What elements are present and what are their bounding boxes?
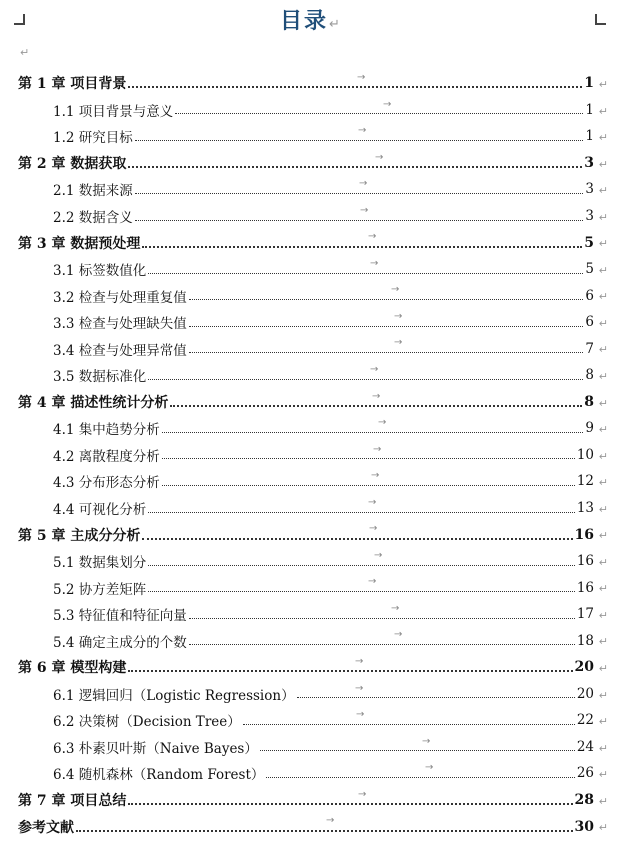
dot-leader: [76, 830, 573, 832]
toc-entry-label: 5.4 确定主成分的个数: [53, 634, 187, 651]
toc-section-entry[interactable]: [0, 282, 620, 309]
toc-entry-label: 4.1 集中趋势分析: [53, 422, 160, 439]
toc-chapter-entry[interactable]: [0, 150, 620, 177]
toc-section-entry[interactable]: [0, 468, 620, 495]
toc-entry-page-number: 22: [576, 712, 594, 729]
dot-leader: [128, 166, 582, 168]
toc-chapter-entry[interactable]: [0, 813, 620, 840]
toc-section-entry[interactable]: [0, 760, 620, 787]
dot-leader: [170, 405, 582, 407]
dot-leader: [175, 113, 583, 114]
toc-entry-page-number: 1: [585, 101, 594, 118]
toc-entry-label: 第 2 章 数据获取: [18, 155, 127, 172]
tab-mark-icon: →: [422, 735, 431, 747]
tab-mark-icon: →: [368, 496, 377, 508]
dot-leader: [135, 193, 584, 194]
empty-paragraph: [20, 41, 29, 60]
tab-mark-icon: →: [378, 417, 387, 429]
toc-entry-label: 6.4 随机森林（Random Forest）: [53, 767, 265, 784]
toc-section-entry[interactable]: [0, 97, 620, 124]
toc-section-entry[interactable]: [0, 495, 620, 522]
tab-mark-icon: →: [368, 231, 377, 243]
tab-mark-icon: →: [391, 602, 400, 614]
toc-entry-label: 第 5 章 主成分分析: [18, 527, 141, 544]
toc-entry-page-number: 5: [585, 261, 594, 278]
paragraph-mark-icon: ↵: [598, 794, 608, 808]
toc-entry-label: 1.1 项目背景与意义: [53, 103, 174, 120]
dot-leader: [148, 512, 575, 513]
tab-mark-icon: →: [358, 788, 367, 800]
toc-chapter-entry[interactable]: [0, 787, 620, 814]
toc-section-entry[interactable]: [0, 601, 620, 628]
tab-mark-icon: →: [370, 364, 379, 376]
table-of-contents: [0, 70, 620, 840]
dot-leader: [135, 220, 584, 221]
toc-chapter-entry[interactable]: [0, 229, 620, 256]
toc-entry-label: 4.4 可视化分析: [53, 502, 147, 519]
tab-mark-icon: →: [372, 390, 381, 402]
tab-mark-icon: →: [394, 337, 403, 349]
toc-section-entry[interactable]: [0, 627, 620, 654]
toc-entry-page-number: 3: [584, 154, 594, 171]
paragraph-mark-icon: ↵: [598, 662, 608, 676]
toc-section-entry[interactable]: [0, 681, 620, 708]
dot-leader: [128, 86, 582, 88]
tab-mark-icon: →: [425, 762, 434, 774]
paragraph-mark-icon: ↵: [598, 688, 608, 702]
toc-chapter-entry[interactable]: [0, 389, 620, 416]
toc-entry-page-number: 13: [576, 500, 594, 517]
paragraph-mark-icon: ↵: [598, 741, 608, 755]
paragraph-mark-icon: ↵: [598, 316, 608, 330]
toc-section-entry[interactable]: [0, 548, 620, 575]
paragraph-mark-icon: ↵: [598, 608, 608, 622]
toc-entry-label: 参考文献: [18, 819, 74, 836]
dot-leader: [162, 458, 575, 459]
toc-entry-label: 1.2 研究目标: [53, 130, 133, 147]
dot-leader: [128, 670, 572, 672]
tab-mark-icon: →: [357, 72, 366, 83]
paragraph-mark-icon: ↵: [598, 476, 608, 490]
dot-leader: [135, 140, 584, 141]
tab-mark-icon: →: [370, 257, 379, 269]
dot-leader: [142, 538, 572, 540]
dot-leader: [189, 618, 575, 619]
paragraph-mark-icon: ↵: [598, 237, 608, 251]
toc-section-entry[interactable]: [0, 176, 620, 203]
paragraph-mark-icon: ↵: [598, 396, 608, 410]
toc-entry-label: 2.1 数据来源: [53, 183, 133, 200]
toc-section-entry[interactable]: [0, 123, 620, 150]
paragraph-mark-icon: ↵: [598, 502, 608, 516]
toc-entry-page-number: 16: [576, 553, 594, 570]
dot-leader: [162, 485, 575, 486]
toc-entry-label: 第 1 章 项目背景: [18, 76, 127, 93]
tab-mark-icon: →: [394, 310, 403, 322]
toc-entry-page-number: 28: [574, 792, 594, 809]
paragraph-mark-icon: ↵: [598, 343, 608, 357]
toc-section-entry[interactable]: [0, 415, 620, 442]
toc-entry-page-number: 1: [585, 128, 594, 145]
paragraph-mark-icon: ↵: [598, 715, 608, 729]
toc-entry-label: 5.1 数据集划分: [53, 555, 147, 572]
toc-entry-page-number: 8: [584, 393, 594, 410]
toc-entry-page-number: 24: [576, 738, 594, 755]
dot-leader: [260, 750, 575, 751]
toc-chapter-entry[interactable]: [0, 521, 620, 548]
tab-mark-icon: →: [368, 576, 377, 588]
toc-entry-page-number: 16: [574, 526, 594, 543]
tab-mark-icon: →: [375, 151, 384, 163]
tab-mark-icon: →: [358, 125, 367, 137]
dot-leader: [243, 724, 575, 725]
tab-mark-icon: →: [326, 815, 335, 827]
tab-mark-icon: →: [356, 709, 365, 721]
dot-leader: [148, 379, 583, 380]
dot-leader: [297, 697, 575, 698]
toc-title: [0, 4, 620, 35]
toc-entry-label: 第 7 章 项目总结: [18, 793, 127, 810]
toc-entry-page-number: 9: [585, 420, 594, 437]
paragraph-mark-icon: ↵: [598, 263, 608, 277]
tab-mark-icon: →: [369, 523, 378, 535]
toc-entry-page-number: 10: [576, 446, 594, 463]
toc-entry-page-number: 7: [585, 340, 594, 357]
dot-leader: [162, 432, 584, 433]
toc-section-entry[interactable]: [0, 203, 620, 230]
paragraph-mark-icon: ↵: [598, 290, 608, 304]
toc-entry-label: 4.2 离散程度分析: [53, 448, 160, 465]
tab-mark-icon: →: [394, 629, 403, 641]
toc-chapter-entry[interactable]: [0, 70, 620, 97]
toc-section-entry[interactable]: [0, 309, 620, 336]
toc-entry-page-number: 20: [576, 685, 594, 702]
paragraph-mark-icon: ↵: [598, 104, 608, 118]
paragraph-mark-icon: ↵: [598, 78, 608, 91]
toc-entry-page-number: 6: [585, 314, 594, 331]
toc-section-entry[interactable]: [0, 442, 620, 469]
toc-entry-label: 3.2 检查与处理重复值: [53, 289, 187, 306]
toc-entry-label: 5.2 协方差矩阵: [53, 581, 147, 598]
tab-mark-icon: →: [383, 98, 392, 110]
paragraph-mark-icon: ↵: [598, 184, 608, 198]
paragraph-mark-icon: ↵: [598, 582, 608, 596]
toc-entry-label: 5.3 特征值和特征向量: [53, 608, 187, 625]
dot-leader: [142, 246, 582, 248]
tab-mark-icon: →: [355, 656, 364, 668]
toc-section-entry[interactable]: [0, 707, 620, 734]
paragraph-mark-icon: ↵: [598, 555, 608, 569]
toc-entry-page-number: 3: [585, 208, 594, 224]
toc-entry-page-number: 16: [576, 579, 594, 596]
tab-mark-icon: →: [359, 178, 368, 190]
dot-leader: [128, 803, 572, 805]
toc-section-entry[interactable]: [0, 335, 620, 362]
toc-section-entry[interactable]: [0, 734, 620, 761]
toc-section-entry[interactable]: [0, 574, 620, 601]
paragraph-mark-icon: ↵: [598, 635, 608, 649]
paragraph-mark-icon: ↵: [598, 821, 608, 835]
toc-entry-label: 6.3 朴素贝叶斯（Naive Bayes）: [53, 740, 258, 757]
tab-mark-icon: →: [360, 204, 369, 216]
toc-entry-label: 3.5 数据标准化: [53, 369, 147, 386]
toc-entry-page-number: 26: [576, 765, 594, 782]
toc-entry-page-number: 20: [574, 659, 594, 676]
toc-section-entry[interactable]: [0, 362, 620, 389]
dot-leader: [148, 565, 575, 566]
toc-entry-label: 第 4 章 描述性统计分析: [18, 394, 169, 411]
paragraph-mark-icon: ↵: [598, 370, 608, 384]
toc-entry-label: 第 6 章 模型构建: [18, 660, 127, 677]
toc-entry-page-number: 1: [584, 75, 594, 92]
toc-entry-label: 2.2 数据含义: [53, 210, 133, 226]
toc-entry-label: 4.3 分布形态分析: [53, 475, 160, 492]
tab-mark-icon: →: [374, 549, 383, 561]
dot-leader: [266, 777, 574, 778]
toc-chapter-entry[interactable]: [0, 654, 620, 681]
dot-leader: [189, 326, 584, 327]
tab-mark-icon: →: [371, 470, 380, 482]
toc-entry-page-number: 12: [576, 473, 594, 490]
toc-entry-label: 3.4 检查与处理异常值: [53, 342, 187, 359]
paragraph-mark-icon: ↵: [598, 768, 608, 782]
paragraph-mark-icon: ↵: [329, 17, 340, 32]
dot-leader: [189, 299, 584, 300]
toc-section-entry[interactable]: [0, 256, 620, 283]
toc-entry-label: 第 3 章 数据预处理: [18, 235, 141, 252]
toc-title-text: 目录: [280, 9, 329, 34]
dot-leader: [189, 352, 584, 353]
dot-leader: [189, 644, 575, 645]
toc-entry-label: 6.1 逻辑回归（Logistic Regression）: [53, 687, 295, 704]
toc-entry-label: 3.1 标签数值化: [53, 263, 147, 280]
toc-entry-label: 6.2 决策树（Decision Tree）: [53, 714, 241, 731]
paragraph-mark-icon: ↵: [598, 423, 608, 437]
dot-leader: [148, 591, 575, 592]
toc-entry-page-number: 8: [585, 367, 594, 384]
toc-entry-page-number: 17: [576, 606, 594, 623]
toc-entry-page-number: 18: [576, 632, 594, 649]
paragraph-mark-icon: ↵: [598, 131, 608, 145]
toc-entry-page-number: 5: [584, 234, 594, 251]
paragraph-mark-icon: ↵: [598, 210, 608, 224]
tab-mark-icon: →: [391, 284, 400, 296]
paragraph-mark-icon: ↵: [598, 529, 608, 543]
paragraph-mark-icon: ↵: [598, 449, 608, 463]
toc-entry-page-number: 3: [585, 181, 594, 198]
paragraph-mark-icon: ↵: [20, 46, 30, 59]
tab-mark-icon: →: [355, 682, 364, 694]
paragraph-mark-icon: ↵: [598, 157, 608, 171]
toc-entry-page-number: 6: [585, 287, 594, 304]
toc-entry-label: 3.3 检查与处理缺失值: [53, 316, 187, 333]
dot-leader: [148, 273, 583, 274]
toc-entry-page-number: 30: [574, 818, 594, 835]
tab-mark-icon: →: [373, 443, 382, 455]
